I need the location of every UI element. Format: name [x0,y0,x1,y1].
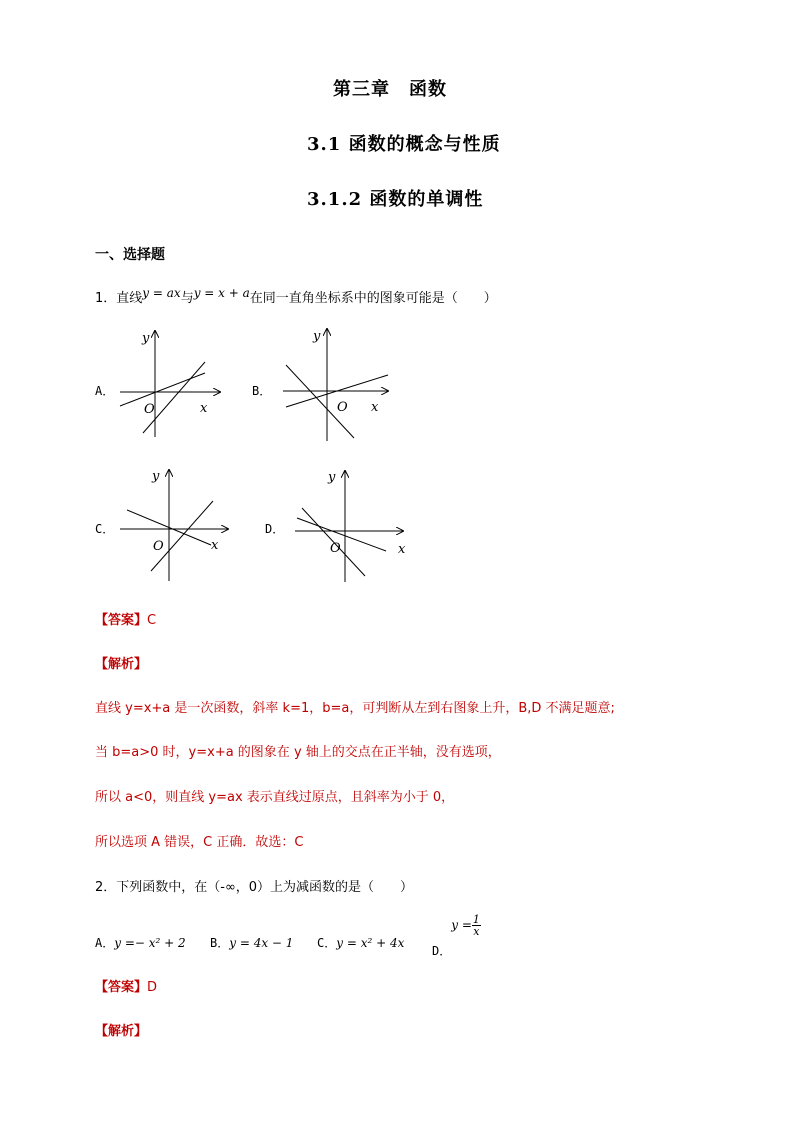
answer-label: 【答案】 [95,980,148,995]
q2-option-b [210,934,293,951]
line-x-plus-a [151,501,213,571]
origin-label: O [330,541,341,556]
q1-stem [95,287,497,306]
graph-c [115,465,235,583]
option-label: C． [317,936,337,950]
option-expr: y = 4x − 1 [229,936,294,950]
graph-b [278,325,398,443]
q1-option-b-label: B． [252,384,272,398]
y-axis-label: y [313,329,321,344]
q2-option-c [317,934,404,951]
graph-d [290,465,415,585]
option-expr: y =− x² + 2 [114,936,186,950]
option-expr: y = x² + 4x [336,936,405,950]
subsection-title: 3.1.2 函数的单调性 [307,189,484,210]
q1-analysis-label: 【解析】 [95,657,148,672]
q2-analysis-label: 【解析】 [95,1024,148,1039]
q1-post: 在同一直角坐标系中的图象可能是（ ） [249,291,497,306]
answer-label: 【答案】 [95,613,148,628]
option-expr-pre: y = [451,918,472,932]
q2-answer [95,976,157,995]
origin-label: O [153,539,164,554]
q1-option-c-label: C． [95,522,115,536]
q1-eq2: y = x + a [193,286,250,300]
x-axis-label: x [398,542,406,557]
origin-label: O [144,402,155,417]
option-label: D． [432,944,452,958]
chapter-title: 第三章 函数 [333,79,447,100]
q1-mid: 与 [180,291,194,306]
part-heading: 一、选择题 [95,247,165,263]
q1-option-d-label: D． [265,522,285,536]
q1-analysis-line-4: 所以选项 A 错误，C 正确．故选：C [95,835,304,850]
y-axis-label: y [328,470,336,485]
answer-value: C [147,613,157,628]
q1-option-a-label: A． [95,384,115,398]
q1-number: 1． [95,291,117,306]
section-title: 3.1 函数的概念与性质 [307,134,501,155]
denominator: x [473,925,480,938]
y-axis-label: y [142,331,150,346]
q1-analysis-line-2: 当 b=a>0 时，y=x+a 的图象在 y 轴上的交点在正半轴，没有选项， [95,745,501,760]
answer-value: D [147,980,158,995]
option-label: A． [95,936,115,950]
x-axis-label: x [211,538,219,553]
q1-pre: 直线 [116,291,143,306]
numerator: 1 [472,913,480,926]
x-axis-label: x [371,400,379,415]
option-label: B． [210,936,230,950]
q2-option-d [432,913,481,958]
q1-answer [95,609,156,628]
origin-label: O [337,400,348,415]
y-axis-label: y [152,469,160,484]
q1-analysis-line-1: 直线 y=x+a 是一次函数，斜率 k=1，b=a，可判断从左到右图象上升，B,D 不满足题意; [95,701,615,716]
fraction [472,914,481,937]
q2-option-a [95,934,186,951]
x-axis-label: x [200,401,208,416]
q1-analysis-line-3: 所以 a<0，则直线 y=ax 表示直线过原点，且斜率为小于 0， [95,790,455,805]
line-x-plus-a [143,362,205,433]
line-ax [120,373,205,406]
graph-a [110,325,230,440]
q2-stem: 2．下列函数中，在（-∞，0）上为减函数的是（ ） [95,880,414,895]
q1-eq1: y = ax [142,286,181,300]
line-ax [297,518,386,551]
